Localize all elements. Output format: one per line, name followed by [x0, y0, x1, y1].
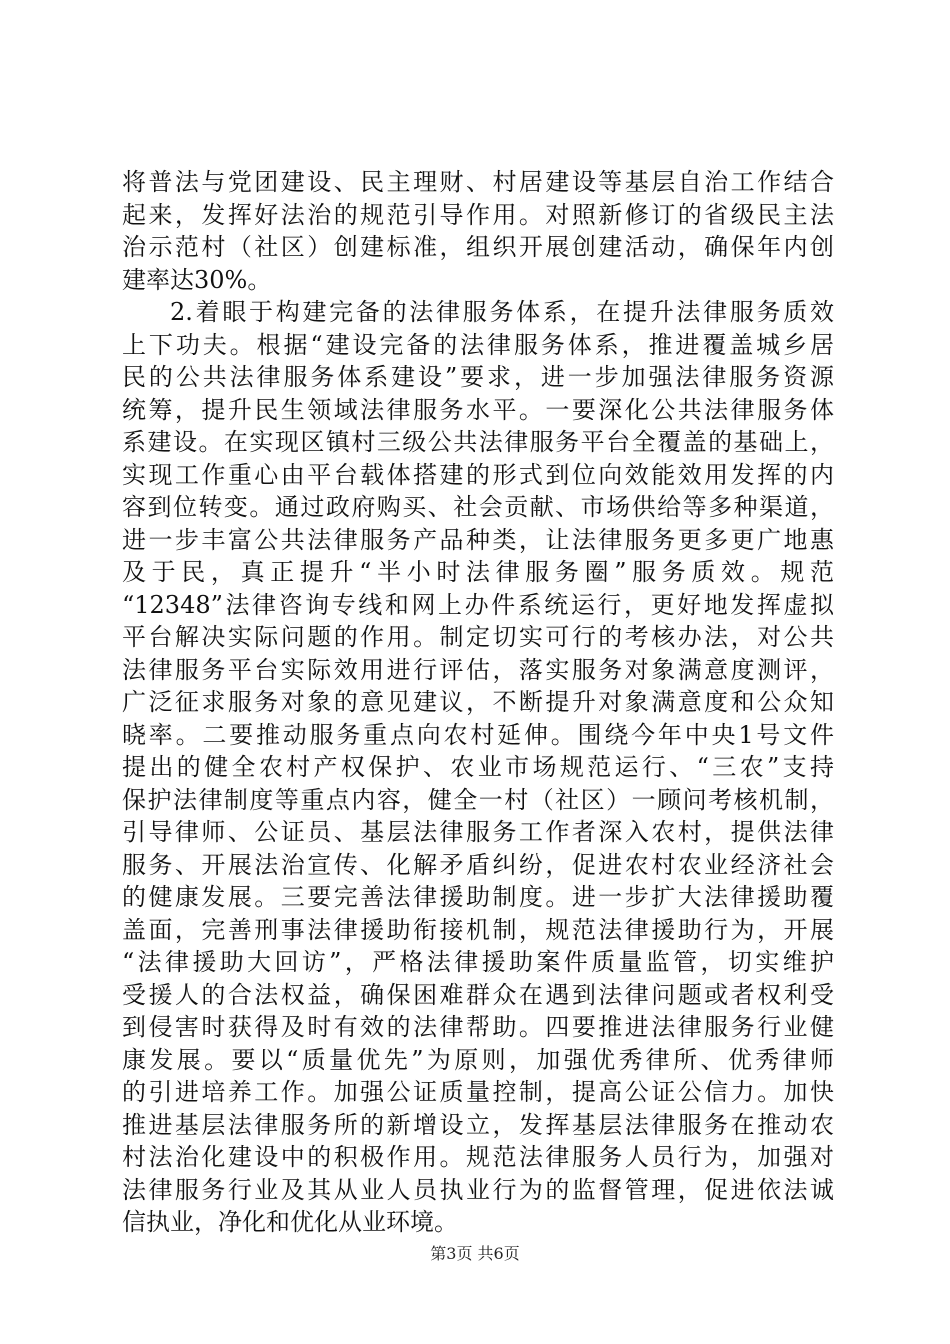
text-line: 的健康发展。三要完善法律援助制度。进一步扩大法律援助覆	[122, 883, 834, 911]
paragraph-start-line: 2.着眼于构建完备的法律服务体系，在提升法律服务质效	[170, 298, 834, 326]
body-text	[122, 166, 834, 1239]
text-line: 进一步丰富公共法律服务产品种类，让法律服务更多更广地惠	[122, 525, 834, 554]
text-line: 法律服务平台实际效用进行评估，落实服务对象满意度测评，	[122, 655, 834, 684]
text-line: 系建设。在实现区镇村三级公共法律服务平台全覆盖的基础上，	[122, 428, 834, 456]
text-line: 晓率。二要推动服务重点向农村延伸。围绕今年中央1号文件	[122, 720, 834, 749]
text-line: 盖面，完善刑事法律援助衔接机制，规范法律援助行为，开展	[122, 915, 834, 944]
text-line: 将普法与党团建设、民主理财、村居建设等基层自治工作结合	[122, 168, 834, 196]
text-line: 统筹，提升民生领域法律服务水平。一要深化公共法律服务体	[122, 395, 834, 424]
text-line: 实现工作重心由平台载体搭建的形式到位向效能效用发挥的内	[122, 460, 834, 489]
text-line: 起来，发挥好法治的规范引导作用。对照新修订的省级民主法	[122, 200, 834, 229]
text-line: 引导律师、公证员、基层法律服务工作者深入农村，提供法律	[122, 818, 834, 846]
text-line: 提出的健全农村产权保护、农业市场规范运行、“三农”支持	[122, 753, 834, 781]
text-line: “12348”法律咨询专线和网上办件系统运行，更好地发挥虚拟	[122, 590, 834, 619]
text-line: 容到位转变。通过政府购买、社会贡献、市场供给等多种渠道，	[122, 493, 834, 521]
text-line: 服务、开展法治宣传、化解矛盾纠纷，促进农村农业经济社会	[122, 850, 834, 879]
text-line: 保护法律制度等重点内容，健全一村（社区）一顾问考核机制，	[122, 785, 834, 814]
text-line: 村法治化建设中的积极作用。规范法律服务人员行为，加强对	[122, 1143, 834, 1171]
text-line: 民的公共法律服务体系建设”要求，进一步加强法律服务资源	[122, 363, 834, 391]
text-line: 的引进培养工作。加强公证质量控制，提高公证公信力。加快	[122, 1078, 834, 1106]
text-line: 推进基层法律服务所的新增设立，发挥基层法律服务在推动农	[122, 1110, 834, 1139]
text-line: 治示范村（社区）创建标准，组织开展创建活动，确保年内创	[122, 233, 834, 261]
text-line: 广泛征求服务对象的意见建议，不断提升对象满意度和公众知	[122, 688, 834, 716]
text-line: 上下功夫。根据“建设完备的法律服务体系，推进覆盖城乡居	[122, 330, 834, 359]
text-line: 法律服务行业及其从业人员执业行为的监督管理，促进依法诚	[122, 1175, 834, 1204]
text-line: 建率达30%。	[122, 265, 272, 294]
text-line: 信执业，净化和优化从业环境。	[122, 1208, 458, 1236]
text-line: 受援人的合法权益，确保困难群众在遇到法律问题或者权利受	[122, 980, 834, 1009]
text-line: 平台解决实际问题的作用。制定切实可行的考核办法，对公共	[122, 623, 834, 651]
page-footer	[0, 1243, 950, 1265]
text-line: “法律援助大回访”，严格法律援助案件质量监管，切实维护	[122, 948, 834, 976]
text-line: 及于民，真正提升“半小时法律服务圈”服务质效。规范	[122, 558, 834, 586]
text-line: 康发展。要以“质量优先”为原则，加强优秀律所、优秀律师	[122, 1045, 834, 1074]
page-number-label: 第3页 共6页	[430, 1244, 520, 1263]
text-line: 到侵害时获得及时有效的法律帮助。四要推进法律服务行业健	[122, 1013, 834, 1041]
